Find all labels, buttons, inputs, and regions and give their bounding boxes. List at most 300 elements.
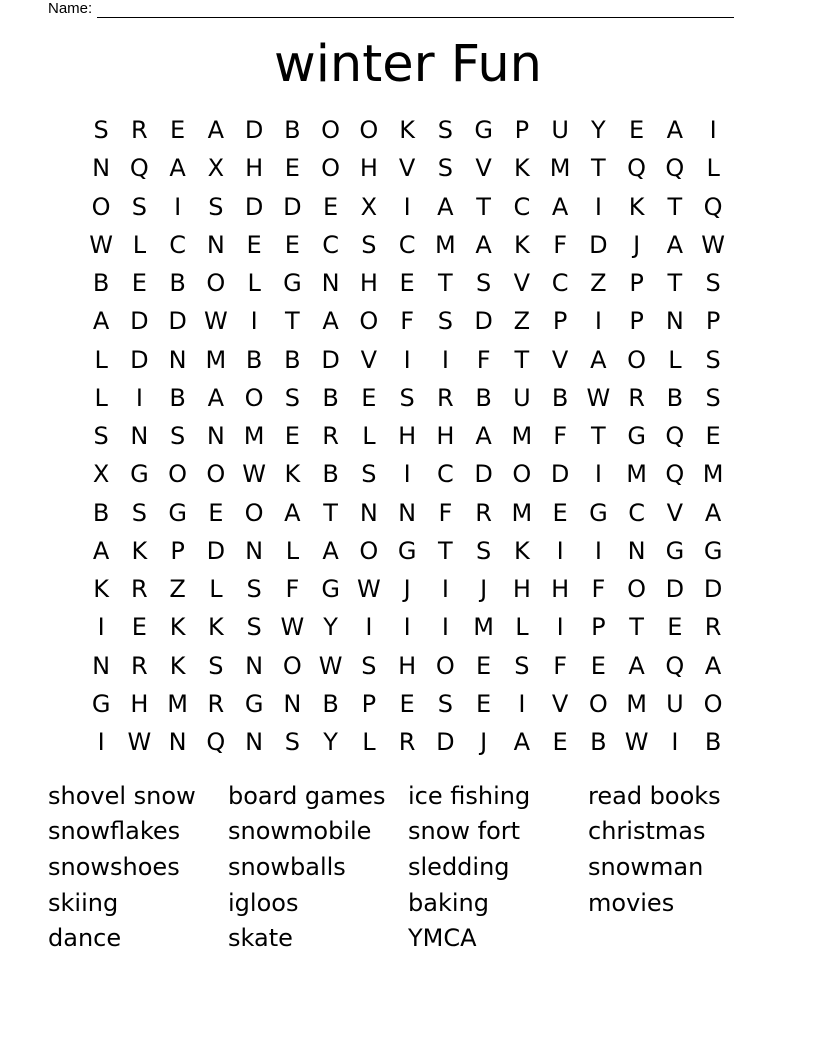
grid-letter: I (403, 613, 411, 642)
grid-letter: A (475, 422, 492, 451)
grid-letter: S (361, 230, 377, 259)
grid-letter: E (705, 422, 721, 451)
grid-letter: A (551, 192, 569, 221)
grid-letter: A (590, 345, 607, 374)
grid-letter: Y (323, 728, 338, 757)
grid-letter: B (322, 383, 339, 412)
grid-letter: H (512, 575, 531, 604)
grid-letter: K (514, 154, 530, 183)
name-label: Name: (48, 0, 93, 17)
grid-letter: W (701, 230, 725, 259)
grid-letter: B (245, 345, 263, 374)
grid-letter: E (629, 116, 645, 145)
grid-letter: D (130, 307, 149, 336)
grid-letter: O (627, 575, 647, 604)
grid-letter: D (244, 116, 264, 145)
grid-letter: A (437, 192, 454, 221)
word-list-item: snowman (588, 852, 704, 881)
grid-letter: I (250, 307, 258, 336)
grid-letter: V (551, 345, 569, 374)
grid-letter: G (283, 269, 302, 298)
grid-letter: W (280, 613, 305, 642)
grid-letter: B (92, 498, 110, 527)
grid-letter: E (476, 651, 492, 680)
grid-letter: G (397, 536, 417, 565)
grid-letter: R (322, 422, 339, 451)
grid-letter: P (591, 613, 606, 642)
grid-letter: S (246, 575, 262, 604)
grid-letter: O (512, 460, 532, 489)
grid-letter: B (92, 269, 110, 298)
grid-letter: E (399, 269, 415, 298)
grid-letter: R (131, 116, 148, 145)
grid-letter: R (628, 383, 645, 412)
grid-letter: E (246, 230, 262, 259)
grid-letter: M (626, 689, 647, 718)
grid-letter: S (476, 269, 492, 298)
grid-letter: I (594, 307, 602, 336)
grid-letter: I (403, 192, 411, 221)
grid-letter: I (403, 460, 411, 489)
grid-letter: P (514, 116, 530, 145)
grid-letter: I (403, 345, 411, 374)
grid-letter: I (671, 728, 679, 757)
word-list-item: read books (588, 781, 721, 810)
grid-letter: K (514, 536, 530, 565)
word-list-item: snowshoes (48, 852, 180, 881)
grid-letter: N (245, 728, 264, 757)
grid-letter: Q (206, 728, 226, 757)
grid-letter: H (436, 422, 455, 451)
grid-letter: O (206, 269, 226, 298)
grid-letter: E (590, 651, 606, 680)
grid-letter: K (628, 192, 645, 221)
grid-letter: C (398, 230, 416, 259)
grid-letter: R (131, 651, 148, 680)
grid-letter: H (398, 422, 417, 451)
grid-letter: L (247, 269, 261, 298)
word-list-item: ice fishing (408, 781, 531, 810)
grid-letter: S (437, 116, 453, 145)
name-field (48, 0, 734, 18)
grid-letter: Q (703, 192, 723, 221)
grid-letter: L (706, 154, 720, 183)
grid-letter: D (283, 192, 302, 221)
grid-letter: Q (665, 422, 685, 451)
grid-letter: O (359, 307, 379, 336)
grid-letter: P (361, 689, 377, 718)
grid-letter: A (207, 116, 225, 145)
grid-letter: I (441, 613, 449, 642)
grid-letter: E (170, 116, 186, 145)
grid-letter: A (284, 498, 301, 527)
grid-letter: P (629, 307, 644, 336)
grid-letter: T (323, 498, 338, 527)
grid-letter: I (97, 613, 105, 642)
grid-letter: Z (590, 269, 607, 298)
grid-letter: E (552, 498, 568, 527)
grid-letter: Y (323, 613, 338, 642)
grid-letter: A (92, 536, 110, 565)
grid-letter: I (518, 689, 526, 718)
grid-letter: N (168, 728, 187, 757)
grid-letter: E (131, 269, 147, 298)
word-list-item: skiing (48, 888, 119, 917)
grid-letter: W (127, 728, 152, 757)
grid-letter: T (667, 269, 683, 298)
grid-letter: I (709, 116, 717, 145)
grid-letter: T (591, 422, 606, 451)
grid-letter: O (359, 116, 379, 145)
grid-letter: N (359, 498, 378, 527)
letter-grid (82, 111, 732, 761)
grid-letter: X (360, 192, 378, 221)
grid-letter: D (206, 536, 226, 565)
grid-letter: K (514, 230, 530, 259)
grid-letter: B (666, 383, 684, 412)
grid-letter: S (284, 728, 300, 757)
grid-letter: R (437, 383, 454, 412)
grid-letter: S (361, 651, 377, 680)
grid-letter: D (589, 230, 608, 259)
grid-letter: O (359, 536, 379, 565)
grid-letter: L (668, 345, 682, 374)
grid-letter: S (93, 422, 109, 451)
grid-letter: E (323, 192, 339, 221)
word-list-item: snowflakes (48, 817, 181, 846)
grid-letter: F (553, 230, 568, 259)
word-list-item: igloos (228, 888, 299, 917)
grid-letter: V (513, 269, 531, 298)
word-list-item: dance (48, 924, 122, 953)
grid-letter: S (705, 269, 721, 298)
grid-letter: C (513, 192, 531, 221)
grid-letter: T (285, 307, 300, 336)
grid-letter: U (513, 383, 531, 412)
grid-letter: N (321, 269, 340, 298)
grid-letter: S (437, 154, 453, 183)
grid-letter: S (705, 383, 721, 412)
grid-letter: F (591, 575, 606, 604)
grid-letter: S (208, 192, 224, 221)
grid-letter: S (170, 422, 186, 451)
grid-letter: H (245, 154, 264, 183)
grid-letter: I (441, 575, 449, 604)
grid-letter: N (245, 651, 264, 680)
grid-letter: M (626, 460, 647, 489)
grid-letter: G (703, 536, 723, 565)
grid-letter: O (435, 651, 455, 680)
grid-letter: Q (665, 154, 685, 183)
grid-letter: C (322, 230, 339, 259)
grid-letter: G (665, 536, 685, 565)
grid-letter: D (474, 460, 493, 489)
grid-letter: K (399, 116, 415, 145)
grid-letter: G (168, 498, 187, 527)
grid-letter: F (400, 307, 415, 336)
word-list-item: YMCA (408, 924, 477, 953)
grid-letter: E (552, 728, 568, 757)
grid-letter: I (594, 460, 602, 489)
grid-letter: P (629, 269, 644, 298)
grid-letter: N (627, 536, 646, 565)
grid-letter: N (130, 422, 149, 451)
grid-letter: C (169, 230, 186, 259)
grid-letter: K (208, 613, 224, 642)
grid-letter: J (480, 575, 488, 604)
grid-letter: N (206, 230, 225, 259)
grid-letter: H (359, 269, 378, 298)
page-title: winter Fun (274, 35, 542, 94)
grid-letter: W (318, 651, 343, 680)
grid-letter: W (242, 460, 266, 489)
grid-letter: A (92, 307, 110, 336)
grid-letter: O (703, 689, 723, 718)
grid-letter: A (475, 230, 492, 259)
grid-letter: S (514, 651, 530, 680)
grid-letter: T (514, 345, 530, 374)
grid-letter: I (556, 536, 564, 565)
grid-letter: M (243, 422, 265, 451)
grid-letter: E (667, 613, 683, 642)
grid-letter: M (511, 422, 533, 451)
grid-letter: D (244, 192, 264, 221)
grid-letter: N (206, 422, 225, 451)
grid-letter: E (131, 613, 147, 642)
grid-letter: F (285, 575, 300, 604)
grid-letter: T (629, 613, 644, 642)
grid-letter: S (246, 613, 262, 642)
grid-letter: V (666, 498, 684, 527)
grid-letter: C (551, 269, 569, 298)
grid-letter: B (704, 728, 722, 757)
grid-letter: A (322, 536, 339, 565)
grid-letter: A (207, 383, 225, 412)
grid-letter: D (436, 728, 455, 757)
grid-letter: K (131, 536, 148, 565)
grid-letter: E (399, 689, 415, 718)
grid-letter: K (284, 460, 301, 489)
grid-letter: I (441, 345, 449, 374)
grid-letter: M (205, 345, 227, 374)
grid-letter: E (476, 689, 492, 718)
grid-letter: B (322, 689, 339, 718)
grid-letter: B (475, 383, 492, 412)
grid-letter: O (321, 154, 341, 183)
grid-letter: N (283, 689, 302, 718)
word-list-item: snow fort (408, 817, 521, 846)
grid-letter: I (556, 613, 564, 642)
grid-letter: X (92, 460, 110, 489)
grid-letter: H (130, 689, 149, 718)
grid-letter: G (244, 689, 264, 718)
grid-letter: O (168, 460, 188, 489)
grid-letter: E (284, 230, 300, 259)
grid-letter: I (594, 192, 602, 221)
word-list-item: skate (228, 924, 293, 953)
word-list (48, 778, 768, 956)
name-blank-line (97, 3, 734, 18)
grid-letter: H (359, 154, 378, 183)
grid-letter: I (174, 192, 182, 221)
grid-letter: G (589, 498, 608, 527)
grid-letter: P (705, 307, 721, 336)
word-list-item: sledding (408, 852, 510, 881)
grid-letter: O (91, 192, 111, 221)
grid-letter: I (97, 728, 105, 757)
grid-letter: Y (591, 116, 606, 145)
grid-letter: B (590, 728, 607, 757)
grid-letter: F (553, 651, 568, 680)
grid-letter: G (627, 422, 646, 451)
grid-letter: M (167, 689, 188, 718)
grid-letter: A (666, 116, 684, 145)
grid-letter: B (284, 345, 301, 374)
grid-letter: T (438, 536, 453, 565)
word-list-item: snowballs (228, 852, 346, 881)
grid-letter: L (515, 613, 529, 642)
grid-letter: O (244, 383, 264, 412)
grid-letter: K (169, 651, 186, 680)
grid-letter: C (628, 498, 645, 527)
grid-letter: G (130, 460, 149, 489)
grid-letter: M (435, 230, 456, 259)
grid-letter: T (591, 154, 606, 183)
grid-letter: J (403, 575, 411, 604)
grid-letter: A (169, 154, 186, 183)
grid-letter: W (357, 575, 381, 604)
grid-letter: I (365, 613, 373, 642)
grid-letter: S (284, 383, 300, 412)
grid-letter: Q (129, 154, 149, 183)
grid-letter: M (702, 460, 724, 489)
grid-letter: A (704, 498, 722, 527)
grid-letter: L (285, 536, 300, 565)
grid-letter: F (438, 498, 453, 527)
grid-letter: O (588, 689, 608, 718)
grid-letter: J (480, 728, 488, 757)
grid-letter: B (551, 383, 569, 412)
grid-letter: F (476, 345, 491, 374)
grid-letter: Z (513, 307, 531, 336)
grid-letter: J (633, 230, 641, 259)
grid-letter: T (476, 192, 491, 221)
grid-letter: H (398, 651, 417, 680)
grid-letter: D (703, 575, 723, 604)
grid-letter: R (207, 689, 225, 718)
grid-letter: G (91, 689, 111, 718)
grid-letter: N (245, 536, 264, 565)
grid-letter: S (437, 307, 453, 336)
grid-letter: L (209, 575, 223, 604)
grid-letter: D (665, 575, 685, 604)
grid-letter: W (586, 383, 611, 412)
grid-letter: Q (665, 651, 685, 680)
grid-letter: O (244, 498, 264, 527)
grid-letter: S (131, 498, 147, 527)
grid-letter: B (322, 460, 339, 489)
grid-letter: Q (627, 154, 647, 183)
grid-letter: B (169, 383, 186, 412)
grid-letter: R (398, 728, 416, 757)
grid-letter: W (204, 307, 228, 336)
grid-letter: L (362, 422, 376, 451)
grid-letter: E (284, 422, 300, 451)
grid-letter: D (168, 307, 187, 336)
grid-letter: R (704, 613, 722, 642)
grid-letter: X (207, 154, 225, 183)
grid-letter: O (321, 116, 341, 145)
grid-letter: V (360, 345, 378, 374)
grid-letter: I (594, 536, 602, 565)
grid-letter: I (135, 383, 143, 412)
grid-letter: S (208, 651, 224, 680)
grid-letter: D (321, 345, 340, 374)
grid-letter: D (474, 307, 493, 336)
grid-letter: N (398, 498, 417, 527)
grid-letter: G (321, 575, 340, 604)
grid-letter: E (361, 383, 377, 412)
grid-letter: S (705, 345, 721, 374)
grid-letter: R (131, 575, 148, 604)
grid-letter: K (93, 575, 109, 604)
grid-letter: S (93, 116, 109, 145)
grid-letter: T (667, 192, 683, 221)
grid-letter: C (436, 460, 454, 489)
grid-letter: D (130, 345, 149, 374)
grid-letter: A (666, 230, 684, 259)
grid-letter: A (704, 651, 722, 680)
grid-letter: B (169, 269, 186, 298)
grid-letter: O (206, 460, 226, 489)
grid-letter: S (437, 689, 453, 718)
grid-letter: Q (665, 460, 685, 489)
grid-letter: M (473, 613, 494, 642)
grid-letter: P (170, 536, 185, 565)
grid-letter: M (511, 498, 533, 527)
word-list-item: movies (588, 888, 675, 917)
word-list-item: board games (228, 781, 386, 810)
grid-letter: E (208, 498, 224, 527)
grid-letter: M (549, 154, 571, 183)
grid-letter: S (399, 383, 415, 412)
grid-letter: O (627, 345, 647, 374)
grid-letter: N (665, 307, 684, 336)
grid-letter: S (476, 536, 492, 565)
grid-letter: U (551, 116, 569, 145)
grid-letter: N (92, 651, 111, 680)
grid-letter: D (550, 460, 570, 489)
word-list-item: shovel snow (48, 781, 196, 810)
grid-letter: L (94, 345, 108, 374)
grid-letter: N (92, 154, 111, 183)
word-list-item: baking (408, 888, 489, 917)
grid-letter: B (284, 116, 301, 145)
grid-letter: V (398, 154, 416, 183)
grid-letter: P (552, 307, 568, 336)
grid-letter: L (94, 383, 108, 412)
grid-letter: L (362, 728, 376, 757)
grid-letter: F (553, 422, 568, 451)
word-list-item: christmas (588, 817, 706, 846)
grid-letter: R (475, 498, 492, 527)
grid-letter: V (551, 689, 569, 718)
grid-letter: S (131, 192, 147, 221)
grid-letter: V (475, 154, 492, 183)
grid-letter: H (551, 575, 570, 604)
grid-letter: A (322, 307, 339, 336)
grid-letter: L (132, 230, 147, 259)
